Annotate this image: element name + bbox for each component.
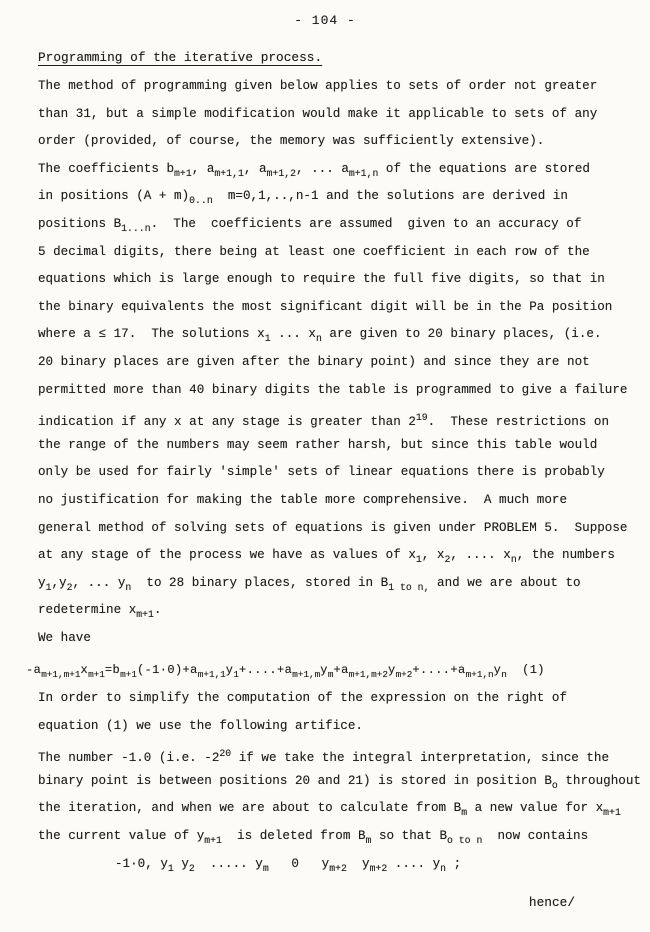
text-line: redetermine $x_{m+1}$.: [38, 603, 162, 621]
text-line: The coefficients $b_{m+1}$, $a_{m+1,1}$, $a_{m+1,2}$, ... $a_{m+1,n}$ of the equations are stored: [38, 161, 590, 179]
text-line: the binary equivalents the most significant digit will be in the Pa position: [38, 299, 613, 314]
text-line: indication if any x at any stage is greater than $2^{19}$. These restrictions on: [38, 412, 610, 430]
text-line: $y_1,y_2$, ... $y_n$ to 28 binary places, stored in $B_{1 to n,}$ and we are about to: [38, 575, 581, 593]
equation-line: $-a_{m+1,m+1}x_{m+1}=b_{m+1}(-1\cdot 0)+a_{m+1,1}y_1+....+a_{m+1,m}y_m+a_{m+1,m+2}y_{m+2}+....+a_{m+1,n}y_n$ (1): [26, 663, 545, 681]
text-line: the iteration, and when we are about to calculate from $B_m$ a new value for $x_{m+1}$: [38, 801, 621, 819]
text-line: permitted more than 40 binary digits the table is programmed to give a failure: [38, 382, 628, 397]
document-body: [26, 73, 650, 878]
text-line: in positions $(A + m)_{0..n}$ m=0,1,..,n-1 and the solutions are derived in: [38, 189, 568, 207]
text-line: the current value of $y_{m+1}$ is deleted from $B_m$ so that $B_{o to n}$ now contains: [38, 829, 589, 847]
catchword: hence/: [528, 895, 575, 910]
text-line: no justification for making the table more comprehensive. A much more: [38, 492, 568, 507]
text-line: only be used for fairly 'simple' sets of linear equations there is probably: [38, 465, 605, 480]
section-heading: Programming of the iterative process.: [38, 50, 323, 65]
text-line: The number -1.0 (i.e. $-2^{20}$ if we take the integral interpretation, since the: [38, 748, 610, 766]
text-line: at any stage of the process we have as values of $x_1$, $x_2$, .... $x_n$, the numbers: [38, 548, 615, 566]
text-line: The method of programming given below applies to sets of order not greater: [38, 79, 598, 93]
text-line: general method of solving sets of equations is given under PROBLEM 5. Suppose: [38, 520, 628, 535]
text-line: binary point is between positions 20 and 21) is stored in position $B_o$ throughout: [38, 773, 641, 791]
text-line: -1·0, $y_1$ $y_2$ ..... $y_m$ 0 $y_{m+2}$ $y_{m+2}$ .... $y_n$ ;: [115, 856, 462, 874]
text-line: the range of the numbers may seem rather harsh, but since this table would: [38, 437, 598, 452]
text-line: than 31, but a simple modification would make it applicable to sets of any: [38, 106, 598, 121]
page-number: - 104 -: [294, 13, 356, 28]
text-line: We have: [38, 630, 91, 645]
text-line: order (provided, of course, the memory was sufficiently extensive).: [38, 134, 545, 149]
text-line: where a ≤ 17. The solutions $x_1$ ... $x_n$ are given to 20 binary places, (i.e.: [38, 327, 602, 345]
text-line: 5 decimal digits, there being at least one coefficient in each row of the: [38, 244, 590, 259]
text-line: positions $B_{1...n}$. The coefficients are assumed given to an accuracy of: [38, 216, 582, 235]
text-line: equations which is large enough to require the full five digits, so that in: [38, 272, 605, 287]
text-line: 20 binary places are given after the binary point) and since they are not: [38, 354, 590, 369]
text-line: In order to simplify the computation of the expression on the right of: [38, 691, 568, 706]
text-line: equation (1) we use the following artifice.: [38, 718, 363, 733]
